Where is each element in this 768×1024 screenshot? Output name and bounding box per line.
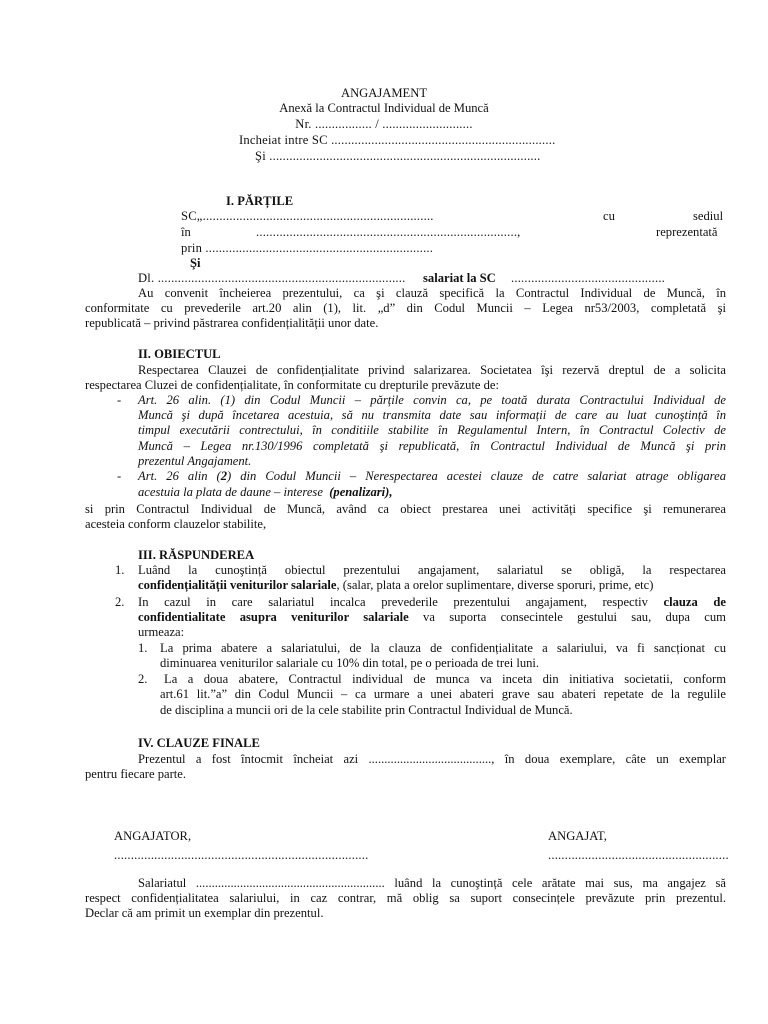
- represented-word: reprezentată: [656, 225, 718, 239]
- item2-penalties: (penalizari),: [329, 485, 393, 499]
- company-seat-word: sediul: [693, 209, 724, 223]
- resp-sub2-line-1: La a doua abatere, Contractul individual de munca va inceta din initiativa societatii, conform: [164, 672, 726, 686]
- object-tail-line-2: acesteia conform clauzelor stabilite,: [85, 517, 267, 531]
- employee-signature-line: ......................................................: [548, 848, 729, 862]
- resp-point2-confidentiality-bold: confidentialitate asupra veniturilor salariale: [138, 610, 409, 624]
- concluded-between-line: Incheiat intre SC ...................................................................: [239, 133, 556, 147]
- represented-by-line: prin ....................................................................: [181, 241, 434, 255]
- employee-label: ANGAJAT,: [548, 829, 607, 843]
- and-party-line: Şi .................................................................................: [255, 149, 541, 163]
- resp-point2-line-3: urmeaza:: [138, 625, 185, 639]
- resp-point2-consequences: va suporta consecintele gestului sau, dupa cum: [423, 610, 726, 624]
- resp-point2-text: In cazul in care salariatul incalca prevederile prezentului angajament, respectiv: [138, 595, 648, 609]
- final-clause-line-1: Prezentul a fost întocmit încheiat azi ......................................., în doua exemplare, câte un exemplar: [138, 752, 726, 766]
- resp-point2-number: 2.: [115, 595, 125, 609]
- employer-signature-line: ............................................................................: [114, 848, 369, 862]
- agreement-text-line-2: conformitate cu prevederile art.20 alin (1), lit. „d” din Codul Muncii – Legea nr53/2003, completată şi: [85, 301, 726, 315]
- object-item2-line-2: [138, 485, 393, 500]
- object-tail-line-1: si prin Contractul Individual de Muncă, având ca obiect prestarea unei activități specifice şi remunerarea: [85, 502, 726, 516]
- list-dash-1: -: [117, 393, 122, 407]
- employee-name-dots: Dl. ..........................................................................: [138, 271, 406, 285]
- object-item1-line-3: timpul executării contrectului, în conditiile stabilite în Regulamentul Intern, în Contractul Colectiv de: [138, 423, 726, 437]
- section-obiectul-heading: II. OBIECTUL: [138, 347, 221, 361]
- item2-line2-text: acestuia la plata de daune – interese: [138, 485, 323, 499]
- object-intro-line-1: Respectarea Clauzei de confidențialitate privind salarizarea. Societatea îşi rezervă dreptul de a solicita: [138, 363, 726, 377]
- employer-label: ANGAJATOR,: [114, 829, 192, 843]
- final-clause-line-2: pentru fiecare parte.: [85, 767, 187, 781]
- item2-part-b: 2: [220, 469, 228, 483]
- object-item1-line-5: prezentul Angajament.: [138, 454, 252, 468]
- declaration-line-2: respect confidențialitatea salariului, in caz contrar, mă oblig sa suport consecințele prevăzute prin prezentul.: [85, 891, 726, 905]
- section-clauze-heading: IV. CLAUZE FINALE: [138, 736, 260, 750]
- resp-point1-line-1: Luând la cunoştință obiectul prezentului angajament, salariatul se obligă, la respectarea: [138, 563, 726, 577]
- resp-sub2-number: 2.: [138, 672, 148, 686]
- item2-part-c: ) din Codul Muncii – Nerespectarea acestei clauze de catre salariat atrage obligarea: [227, 469, 726, 483]
- resp-sub2-line-3: de disciplina a muncii ori de la cele stabilite prin Contractul Individual de Muncă.: [160, 703, 573, 717]
- resp-point2-line-2: [138, 610, 726, 625]
- resp-point1-number: 1.: [115, 563, 125, 577]
- employee-at-company-label: salariat la SC: [423, 271, 496, 285]
- resp-point2-line-1: [138, 595, 726, 610]
- company-with-word: cu: [603, 209, 615, 223]
- seat-in-word: în: [181, 225, 191, 239]
- object-intro-line-2: respectarea Cluzei de confidențialitate, în conformitate cu drepturile prevăzute de:: [85, 378, 499, 392]
- declaration-line-3: Declar că am primit un exemplar din prezentul.: [85, 906, 324, 920]
- agreement-text-line-3: republicată – privind păstrarea confidențialității unor date.: [85, 316, 379, 330]
- resp-point2-clause-bold: clauza de: [663, 595, 726, 609]
- object-item2-line-1: [138, 469, 726, 484]
- object-item1-line-2: Muncă şi după încetarea acestuia, să nu transmita date sau informații de care au luat cunoştință în: [138, 408, 726, 422]
- object-item1-line-4: Muncă – Legea nr.130/1996 completată şi republicată, în Contractul Individual de Muncă şi prin: [138, 439, 726, 453]
- declaration-line-1: Salariatul ............................................................ luând la cunoştință cele arătate mai sus, ma angajez să: [138, 876, 726, 890]
- company-dots: SC„.....................................................................: [181, 209, 434, 223]
- salary-components: , (salar, plata a orelor suplimentare, diverse sporuri, prime, etc): [336, 578, 654, 592]
- item2-part-a: Art. 26 alin (: [138, 469, 221, 483]
- section-parti-heading: I. PĂRȚILE: [226, 194, 294, 208]
- seat-dots: ..............................................................................,: [256, 225, 521, 239]
- document-subtitle: Anexă la Contractul Individual de Muncă: [279, 101, 489, 115]
- resp-sub1-line-1: La prima abatere a salariatului, de la clauza de confidențialitate a salariului, va fi sancționat cu: [160, 641, 726, 655]
- list-dash-2: -: [117, 469, 122, 483]
- object-item1-line-1: Art. 26 alin. (1) din Codul Muncii – părțile convin ca, pe toată durata Contractului Individual de: [138, 393, 726, 407]
- salary-confidentiality-bold: confidențialității veniturilor salariale: [138, 578, 337, 592]
- resp-sub2-line-2: art.61 lit.”a” din Codul Muncii – ca urmare a unei abateri grave sau abateri repetate de la regulile: [160, 687, 726, 701]
- and-conjunction: Şi: [190, 256, 201, 270]
- resp-sub1-number: 1.: [138, 641, 148, 655]
- document-title: ANGAJAMENT: [340, 86, 428, 100]
- employee-company-dots: ..............................................: [511, 271, 666, 285]
- resp-sub1-line-2: diminuarea veniturilor salariale cu 10% din total, pe o perioada de trei luni.: [160, 656, 540, 670]
- contract-number-line: Nr. ................. / ...........................: [295, 117, 473, 131]
- section-raspunderea-heading: III. RĂSPUNDEREA: [138, 548, 255, 562]
- resp-point1-line-2: [138, 578, 653, 593]
- agreement-text-line-1: Au convenit încheierea prezentului, ca şi clauză specifică la Contractul Individual de Muncă, în: [138, 286, 726, 300]
